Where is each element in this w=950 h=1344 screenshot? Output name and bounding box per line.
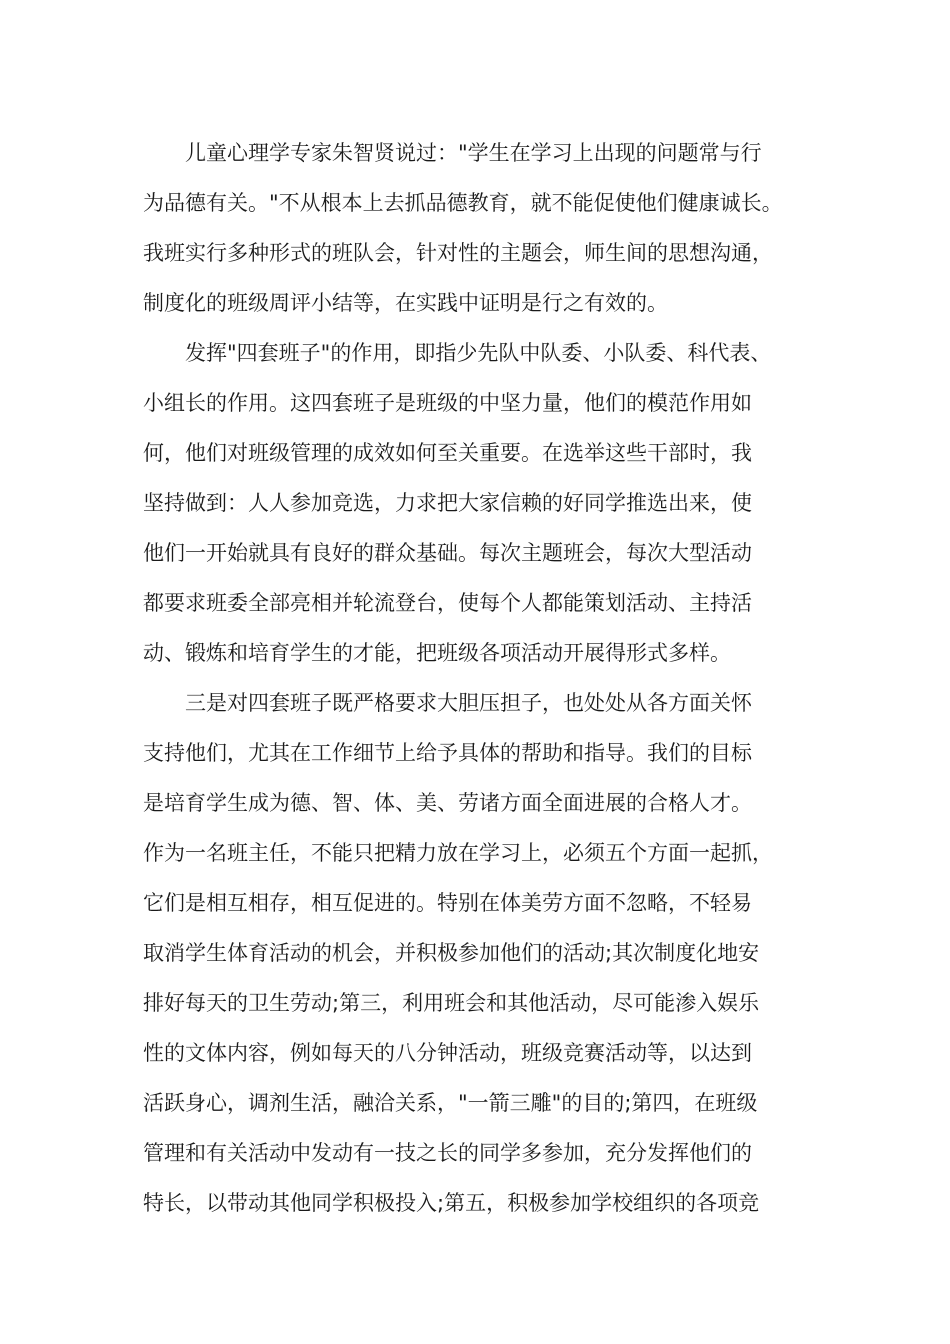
text-line: 活跃身心，调剂生活，融洽关系，"一箭三雕"的目的;第四，在班级 — [143, 1091, 758, 1115]
text-line: 三是对四套班子既严格要求大胆压担子，也处处从各方面关怀 — [185, 691, 752, 715]
text-line: 都要求班委全部亮相并轮流登台，使每个人都能策划活动、主持活 — [143, 591, 752, 615]
text-line: 管理和有关活动中发动有一技之长的同学多参加，充分发挥他们的 — [143, 1141, 752, 1165]
text-line: 我班实行多种形式的班队会，针对性的主题会，师生间的思想沟通， — [143, 241, 773, 265]
text-line: 取消学生体育活动的机会，并积极参加他们的活动;其次制度化地安 — [143, 941, 760, 965]
text-line: 特长，以带动其他同学积极投入;第五，积极参加学校组织的各项竞 — [143, 1191, 760, 1215]
text-line: 他们一开始就具有良好的群众基础。每次主题班会，每次大型活动 — [143, 541, 752, 565]
text-line: 支持他们，尤其在工作细节上给予具体的帮助和指导。我们的目标 — [143, 741, 752, 765]
text-line: 性的文体内容，例如每天的八分钟活动，班级竞赛活动等，以达到 — [143, 1041, 752, 1065]
text-line: 儿童心理学专家朱智贤说过："学生在学习上出现的问题常与行 — [185, 141, 762, 165]
text-line: 为品德有关。"不从根本上去抓品德教育，就不能促使他们健康诚长。 — [143, 191, 783, 215]
text-line: 发挥"四套班子"的作用，即指少先队中队委、小队委、科代表、 — [185, 341, 772, 365]
text-line: 制度化的班级周评小结等，在实践中证明是行之有效的。 — [143, 291, 668, 315]
text-line: 它们是相互相存，相互促进的。特别在体美劳方面不忽略，不轻易 — [143, 891, 752, 915]
text-line: 动、锻炼和培育学生的才能，把班级各项活动开展得形式多样。 — [143, 641, 731, 665]
text-line: 作为一名班主任，不能只把精力放在学习上，必须五个方面一起抓， — [143, 841, 773, 865]
paragraph-2 — [143, 328, 823, 678]
paragraph-3 — [143, 678, 823, 1228]
text-line: 小组长的作用。这四套班子是班级的中坚力量，他们的模范作用如 — [143, 391, 752, 415]
document-body — [143, 128, 823, 1228]
paragraph-1 — [143, 128, 823, 328]
text-line: 坚持做到：人人参加竞选，力求把大家信赖的好同学推选出来，使 — [143, 491, 752, 515]
text-line: 何，他们对班级管理的成效如何至关重要。在选举这些干部时，我 — [143, 441, 752, 465]
text-line: 排好每天的卫生劳动;第三，利用班会和其他活动，尽可能渗入娱乐 — [143, 991, 760, 1015]
text-line: 是培育学生成为德、智、体、美、劳诸方面全面进展的合格人才。 — [143, 791, 752, 815]
